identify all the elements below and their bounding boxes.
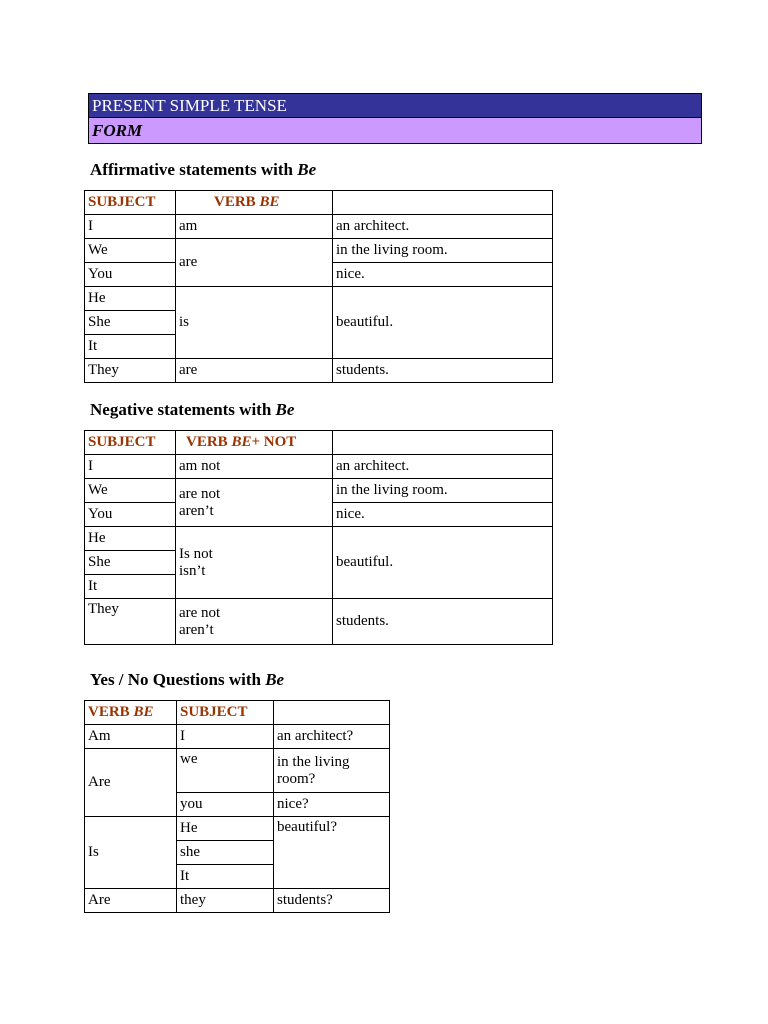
col-empty: [333, 431, 553, 455]
cell-complement: nice.: [333, 263, 553, 287]
cell-verb: are not aren’t: [176, 479, 333, 527]
negative-table: [84, 430, 553, 645]
cell-complement: beautiful.: [333, 527, 553, 599]
col-subject: SUBJECT: [85, 191, 176, 215]
affirmative-heading: Affirmative statements with Be: [90, 160, 317, 179]
cell-verb: Is not isn’t: [176, 527, 333, 599]
questions-heading: Yes / No Questions with Be: [90, 670, 285, 689]
col-verb: VERB BE+ NOT: [176, 431, 333, 455]
cell-subject: I: [85, 215, 176, 239]
cell-complement: an architect.: [333, 215, 553, 239]
cell-verb: are: [176, 359, 333, 383]
cell-subject: It: [85, 335, 176, 359]
cell-subject: It: [85, 575, 176, 599]
cell-subject: They: [85, 359, 176, 383]
title-bar: [88, 93, 702, 144]
cell-subject: We: [85, 239, 176, 263]
cell-subject: they: [177, 889, 274, 913]
col-subject: SUBJECT: [85, 431, 176, 455]
col-subject: SUBJECT: [177, 701, 274, 725]
cell-subject: He: [85, 527, 176, 551]
cell-complement: nice?: [274, 793, 390, 817]
col-verb: VERB BE: [85, 701, 177, 725]
cell-subject: He: [177, 817, 274, 841]
cell-complement: in the living room.: [333, 479, 553, 503]
cell-verb: Are: [85, 889, 177, 913]
cell-subject: She: [85, 551, 176, 575]
cell-verb: Am: [85, 725, 177, 749]
cell-verb: Is: [85, 817, 177, 889]
cell-subject: It: [177, 865, 274, 889]
negative-heading: Negative statements with Be: [90, 400, 295, 419]
cell-complement: beautiful?: [274, 817, 390, 889]
cell-complement: students?: [274, 889, 390, 913]
cell-complement: in the living room.: [333, 239, 553, 263]
cell-complement: nice.: [333, 503, 553, 527]
cell-subject: She: [85, 311, 176, 335]
cell-complement: an architect?: [274, 725, 390, 749]
cell-subject: I: [85, 455, 176, 479]
page-title: PRESENT SIMPLE TENSE: [89, 94, 701, 118]
page-subtitle: FORM: [89, 118, 701, 143]
cell-complement: an architect.: [333, 455, 553, 479]
cell-complement: students.: [333, 359, 553, 383]
cell-verb: Are: [85, 749, 177, 817]
cell-verb: are not aren’t: [176, 599, 333, 645]
affirmative-table: [84, 190, 553, 383]
cell-subject: We: [85, 479, 176, 503]
col-empty: [274, 701, 390, 725]
cell-subject: You: [85, 503, 176, 527]
affirmative-heading-be: Be: [297, 160, 317, 179]
cell-verb: is: [176, 287, 333, 359]
cell-subject: They: [85, 599, 176, 645]
cell-complement: beautiful.: [333, 287, 553, 359]
col-empty: [333, 191, 553, 215]
cell-subject: we: [177, 749, 274, 793]
questions-table: [84, 700, 390, 913]
cell-complement: students.: [333, 599, 553, 645]
cell-subject: He: [85, 287, 176, 311]
negative-heading-be: Be: [275, 400, 295, 419]
cell-verb: am: [176, 215, 333, 239]
cell-verb: am not: [176, 455, 333, 479]
questions-heading-be: Be: [265, 670, 285, 689]
cell-complement: in the living room?: [274, 749, 390, 793]
cell-subject: I: [177, 725, 274, 749]
cell-subject: she: [177, 841, 274, 865]
cell-subject: You: [85, 263, 176, 287]
cell-verb: are: [176, 239, 333, 287]
col-verb: VERB BE: [176, 191, 333, 215]
cell-subject: you: [177, 793, 274, 817]
